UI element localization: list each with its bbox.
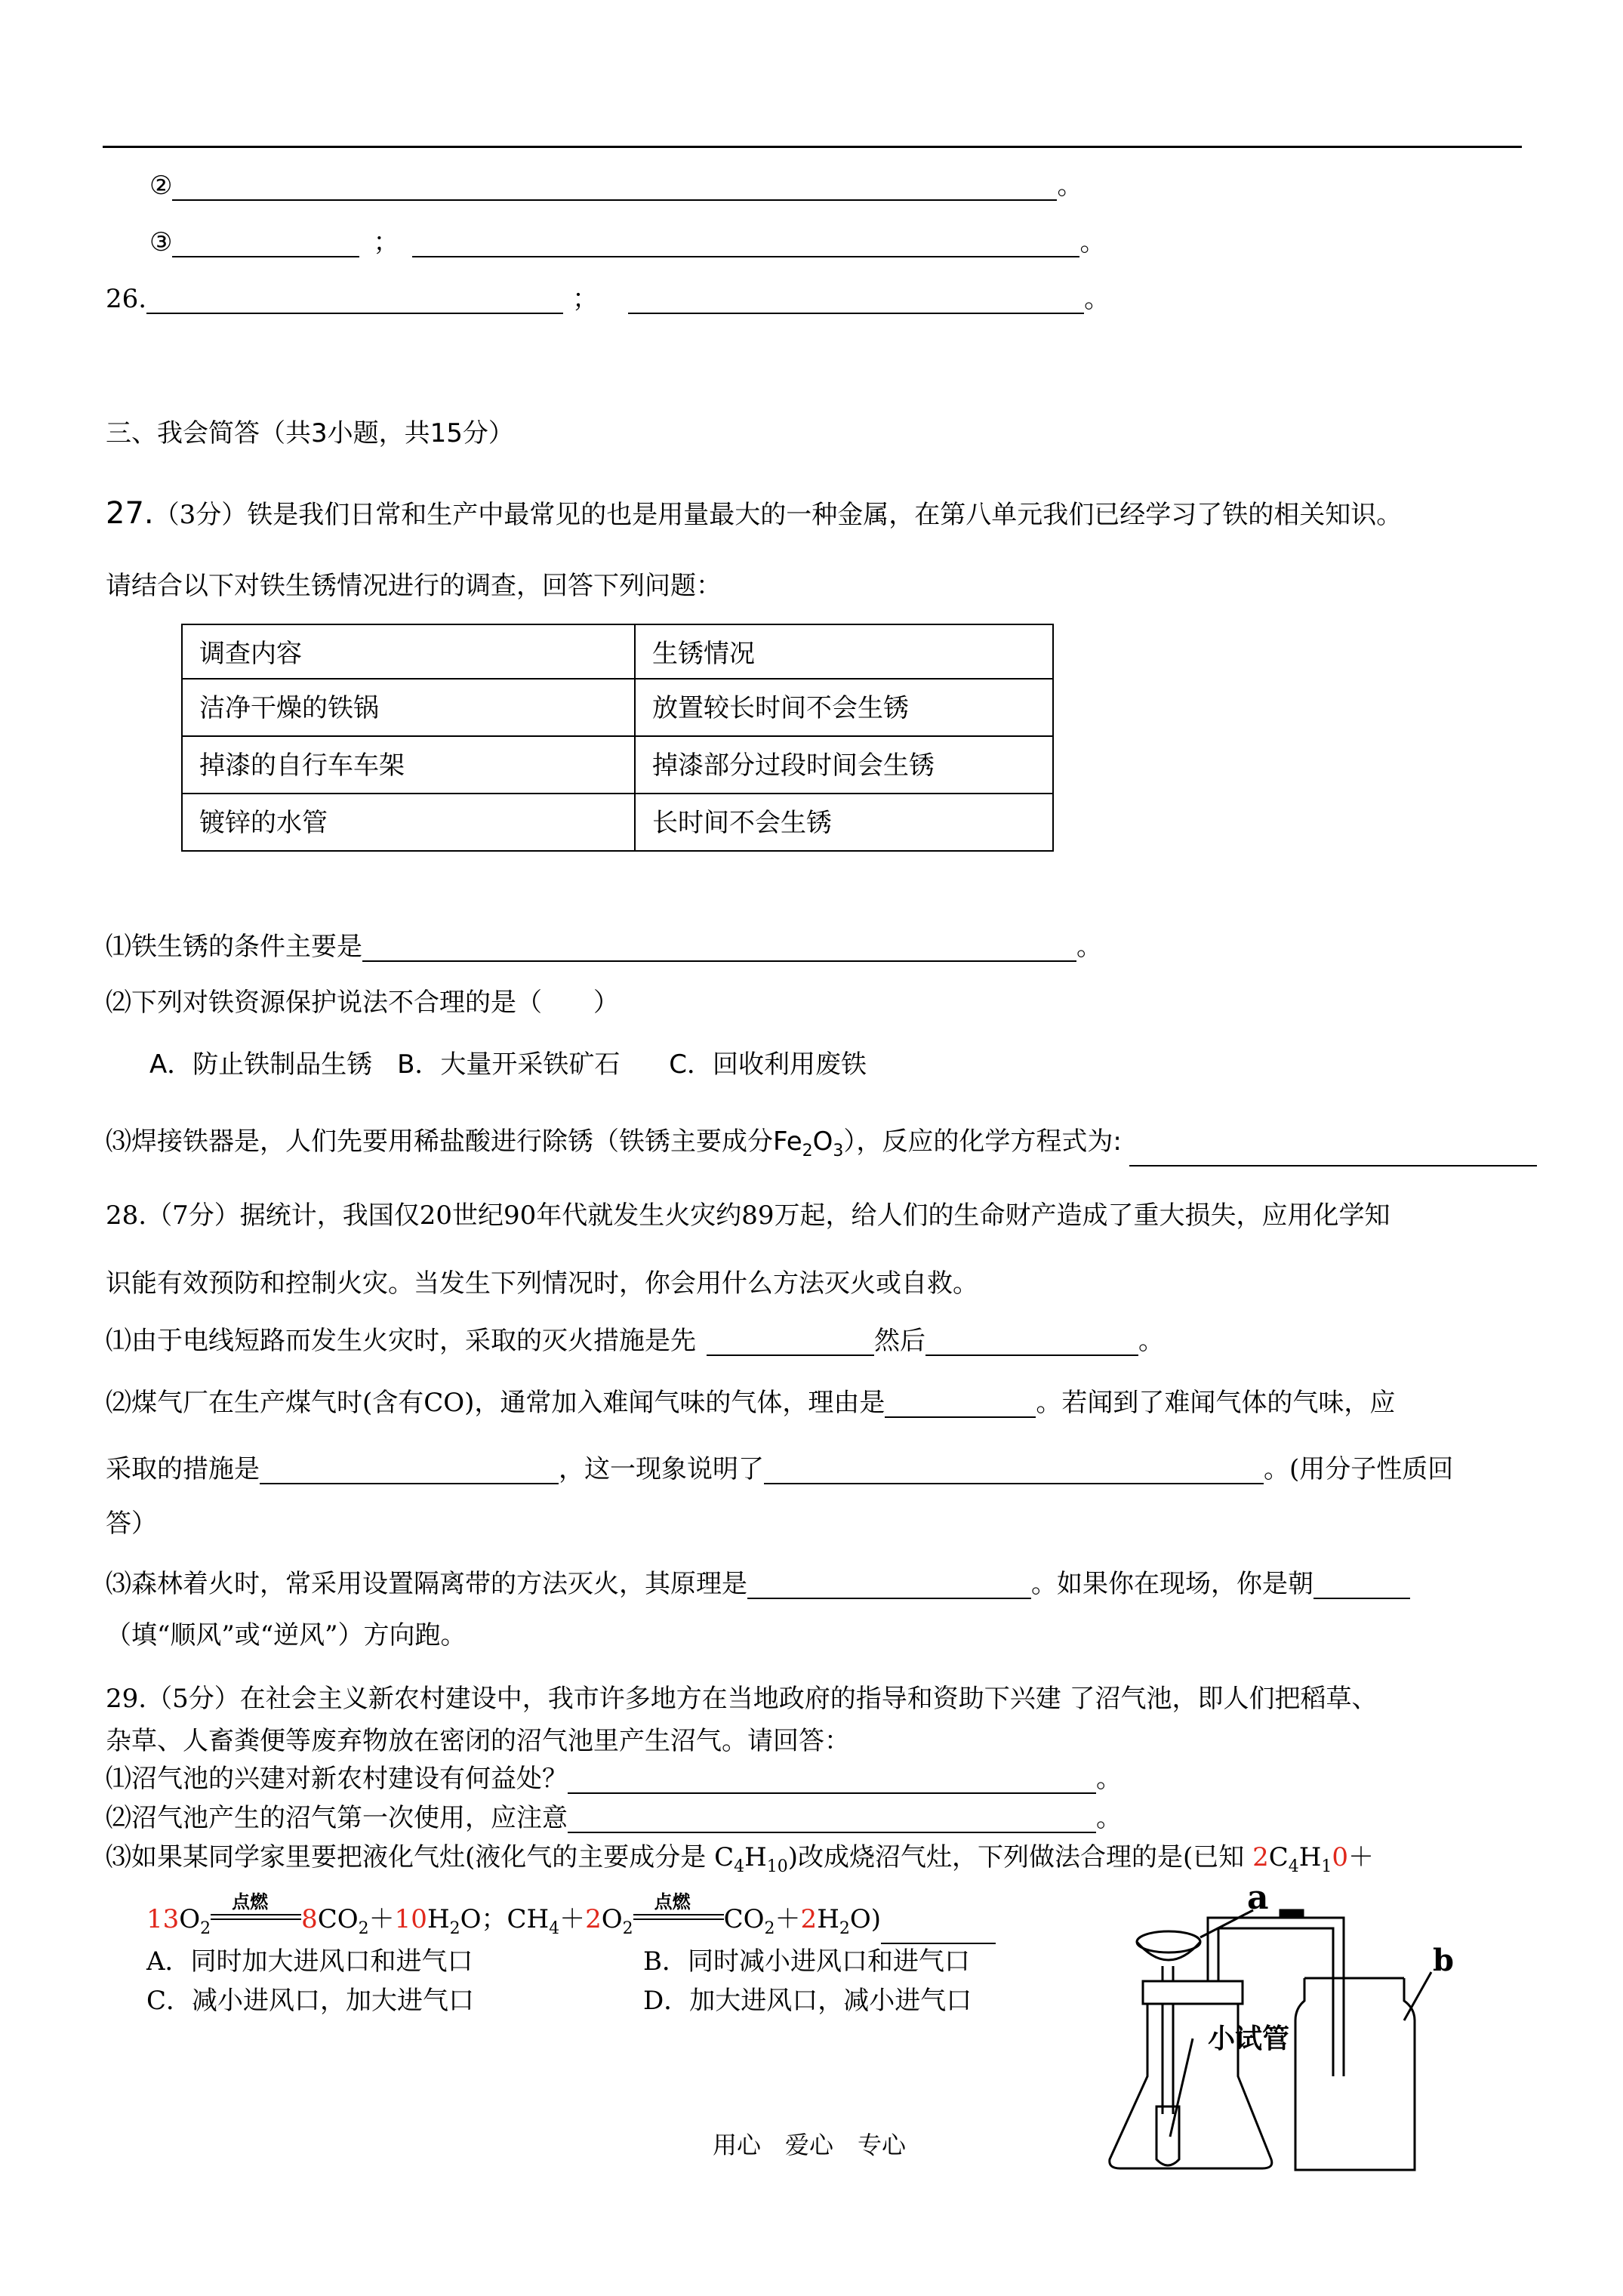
formula-part: 2	[800, 1904, 818, 1934]
q27-sub3-text-b: ），反应的化学方程式为:	[843, 1126, 1122, 1157]
q27-number: 27.	[106, 496, 154, 531]
formula-part: O	[601, 1904, 623, 1934]
subscript: 1	[1321, 1857, 1332, 1876]
table-row	[182, 679, 1053, 736]
q28-line2: 识能有效预防和控制火灾。当发生下列情况时，你会用什么方法灭火或自救。	[106, 1268, 978, 1299]
tube-joint	[1280, 1910, 1303, 1918]
table-cell: 长时间不会生锈	[635, 794, 1053, 851]
conical-flask	[1110, 1986, 1272, 2168]
q29-equation-line	[146, 1891, 996, 1944]
formula-part: C	[1268, 1842, 1289, 1872]
period: 。	[1138, 1326, 1164, 1356]
q27-line2: 请结合以下对铁生锈情况进行的调查，回答下列问题：	[106, 571, 722, 601]
subscript: 2	[764, 1918, 775, 1938]
formula-part: ＋	[559, 1904, 586, 1934]
semicolon: ；	[572, 284, 599, 314]
circled-2: ②	[149, 171, 173, 201]
q27-intro: 铁是我们日常和生产中最常见的也是用量最大的一种金属，在第八单元我们已经学习了铁的相关知识。	[247, 500, 1403, 530]
q26-blank-1[interactable]	[146, 290, 563, 314]
arrow-line-1	[211, 1914, 301, 1915]
q28-sub3-line1	[106, 1569, 1410, 1599]
q29-option-b[interactable]: B．同时减小进风口和进气口	[643, 1946, 970, 1977]
subscript: 2	[449, 1918, 460, 1938]
subscript: 2	[200, 1918, 211, 1938]
pointer-b	[1404, 1972, 1431, 2020]
label-small-tube: 小试管	[1208, 2023, 1290, 2054]
q28-sub2-line2	[106, 1454, 1453, 1484]
q29-answer-blank[interactable]	[881, 1920, 996, 1944]
q27-sub1-text: ⑴铁生锈的条件主要是	[106, 932, 362, 962]
collecting-bottle	[1295, 1978, 1415, 2170]
q28-sub3-blank2[interactable]	[1313, 1575, 1410, 1599]
q27-points: （3分）	[153, 500, 248, 530]
table-header-cell: 调查内容	[182, 624, 635, 679]
subscript: 10	[766, 1857, 788, 1876]
label-b: b	[1433, 1943, 1454, 1978]
header-rule	[103, 146, 1522, 148]
answer-line-3	[149, 227, 1105, 257]
q28-sub3-line2: （填“顺风”或“逆风”）方向跑。	[106, 1620, 467, 1650]
formula-part: 2	[1252, 1842, 1269, 1872]
q27-line1	[106, 498, 1402, 530]
q29-sub1-blank[interactable]	[568, 1770, 1096, 1794]
table-cell: 放置较长时间不会生锈	[635, 679, 1053, 736]
q29-sub3	[106, 1842, 1374, 1882]
q28-sub2-text-d: ，这一现象说明了	[559, 1454, 764, 1484]
rubber-stopper	[1143, 1981, 1243, 2004]
table-cell: 掉漆部分过段时间会生锈	[635, 736, 1053, 794]
q28-sub1-blank2[interactable]	[925, 1332, 1138, 1356]
table-row	[182, 736, 1053, 794]
subscript: 2	[839, 1918, 850, 1938]
funnel-mouth	[1137, 1931, 1200, 1952]
q29-line1: 29.（5分）在社会主义新农村建设中，我市许多地方在当地政府的指导和资助下兴建 了沼气池，即人们把稻草、	[106, 1684, 1378, 1714]
semicolon: ；	[373, 227, 399, 257]
q29-line2: 杂草、人畜粪便等废弃物放在密闭的沼气池里产生沼气。请回答：	[106, 1726, 850, 1756]
formula-part: O	[179, 1904, 201, 1934]
table-header-row	[182, 624, 1053, 679]
formula-part: H	[427, 1904, 450, 1934]
question-26	[106, 284, 1110, 314]
q28-sub1-blank1[interactable]	[707, 1332, 874, 1356]
q28-sub3-text: ⑶森林着火时，常采用设置隔离带的方法灭火，其原理是	[106, 1569, 747, 1599]
formula-part: ＋	[368, 1904, 395, 1934]
q28-sub2-line3: 答）	[106, 1509, 157, 1539]
reaction-arrow-2	[633, 1891, 724, 1932]
option-b[interactable]: B．大量开采铁矿石	[397, 1049, 621, 1080]
period: 。	[1096, 1803, 1122, 1833]
blank-2[interactable]	[172, 177, 1057, 201]
q27-sub3-blank[interactable]	[1129, 1142, 1537, 1166]
q27-sub3-text: ⑶焊接铁器是，人们先要用稀盐酸进行除锈（铁锈主要成分Fe	[106, 1126, 802, 1157]
subscript: 2	[358, 1918, 369, 1938]
formula-part: 13	[146, 1904, 180, 1934]
arrow-line-1	[633, 1914, 724, 1915]
blank-3b[interactable]	[412, 233, 1079, 257]
q28-sub2-blank3[interactable]	[764, 1460, 1264, 1484]
q26-blank-2[interactable]	[628, 290, 1084, 314]
q27-sub1-blank[interactable]	[362, 938, 1076, 962]
q28-sub3-blank1[interactable]	[747, 1575, 1031, 1599]
table-cell: 掉漆的自行车车架	[182, 736, 635, 794]
subscript: 4	[734, 1857, 745, 1876]
q29-sub2-text: ⑵沼气池产生的沼气第一次使用，应注意	[106, 1803, 568, 1833]
q28-sub2-blank2[interactable]	[260, 1460, 559, 1484]
q29-sub1	[106, 1764, 1122, 1794]
formula-part: O)	[849, 1904, 881, 1934]
subscript: 4	[1288, 1857, 1299, 1876]
q28-sub3-text-b: 。如果你在现场，你是朝	[1031, 1569, 1313, 1599]
formula-part: CO	[317, 1904, 359, 1934]
section-3-title: 三、我会简答（共3小题，共15分）	[106, 418, 514, 448]
subscript: 2	[802, 1141, 813, 1160]
subscript: 4	[549, 1918, 560, 1938]
q28-sub1	[106, 1326, 1164, 1356]
formula-part: ＋	[1348, 1842, 1375, 1872]
q28-sub2-text-b: 。若闻到了难闻气体的气味，应	[1036, 1388, 1396, 1418]
q29-sub3-text: ⑶如果某同学家里要把液化气灶(液化气的主要成分是 C	[106, 1842, 735, 1872]
q27-sub3-o: O	[812, 1126, 833, 1157]
q28-sub2-text: ⑵煤气厂在生产煤气时(含有CO)，通常加入难闻气味的气体，理由是	[106, 1388, 885, 1418]
subscript: 2	[622, 1918, 633, 1938]
page-footer: 用心 爱心 专心	[713, 2131, 907, 2159]
q28-sub1-then: 然后	[874, 1326, 925, 1356]
period: 。	[1084, 284, 1110, 314]
formula-part: )改成烧沼气灶，下列做法合理的是(已知	[787, 1842, 1253, 1872]
formula-part: O；CH	[460, 1904, 550, 1934]
funnel-body	[1137, 1942, 1200, 1960]
formula-part: 2	[585, 1904, 602, 1934]
formula-part: 0	[1332, 1842, 1349, 1872]
q27-options	[149, 1049, 867, 1080]
period: 。	[1096, 1764, 1122, 1794]
period: 。	[1079, 227, 1106, 257]
q29-sub2	[106, 1803, 1122, 1833]
arrow-line-2	[211, 1918, 301, 1920]
period: 。	[1057, 171, 1083, 201]
q29-sub2-blank[interactable]	[568, 1809, 1096, 1833]
q26-number: 26.	[106, 284, 147, 314]
condition-label: 点燃	[232, 1891, 269, 1912]
formula-part: 10	[394, 1904, 427, 1934]
option-c[interactable]: C．回收利用废铁	[669, 1049, 867, 1080]
q28-line1: 28.（7分）据统计，我国仅20世纪90年代就发生火灾约89万起，给人们的生命财产造成了重大损失，应用化学知	[106, 1200, 1390, 1231]
q28-sub2-text-c: 采取的措施是	[106, 1454, 260, 1484]
q28-sub2-blank1[interactable]	[885, 1394, 1036, 1418]
table-cell: 镀锌的水管	[182, 794, 635, 851]
apparatus-figure	[1087, 1888, 1510, 2182]
blank-3a[interactable]	[172, 233, 359, 257]
label-a: a	[1247, 1888, 1269, 1917]
formula-part: CO	[723, 1904, 765, 1934]
formula-part: ＋	[775, 1904, 801, 1934]
circled-3: ③	[149, 227, 173, 257]
q29-option-d[interactable]: D．加大进风口，减小进气口	[643, 1986, 972, 2016]
reaction-arrow	[211, 1891, 301, 1932]
table-cell: 洁净干燥的铁锅	[182, 679, 635, 736]
table-header-cell: 生锈情况	[635, 624, 1053, 679]
table-row	[182, 794, 1053, 851]
q29-sub1-text: ⑴沼气池的兴建对新农村建设有何益处？	[106, 1764, 568, 1794]
q28-sub1-text: ⑴由于电线短路而发生火灾时，采取的灭火措施是先	[106, 1326, 696, 1356]
survey-table	[181, 624, 1054, 852]
formula-part: H	[744, 1842, 767, 1872]
q27-sub1	[106, 932, 1102, 962]
option-a[interactable]: A．防止铁制品生锈	[149, 1049, 373, 1080]
q28-sub2-line1	[106, 1388, 1395, 1418]
period: 。	[1076, 932, 1102, 962]
arrow-line-2	[633, 1918, 724, 1920]
condition-label: 点燃	[654, 1891, 691, 1912]
q29-option-a[interactable]: A．同时加大进风口和进气口	[146, 1946, 473, 1977]
formula-part: H	[1298, 1842, 1322, 1872]
q27-sub3	[106, 1126, 1537, 1166]
formula-part: H	[817, 1904, 839, 1934]
q29-option-c[interactable]: C．减小进风口，加大进气口	[146, 1986, 475, 2016]
q27-sub2: ⑵下列对铁资源保护说法不合理的是（ ）	[106, 988, 619, 1018]
q28-sub2-text-e: 。(用分子性质回	[1264, 1454, 1454, 1484]
formula-part: 8	[301, 1904, 318, 1934]
subscript: 3	[833, 1141, 844, 1160]
answer-line-2	[149, 171, 1083, 201]
